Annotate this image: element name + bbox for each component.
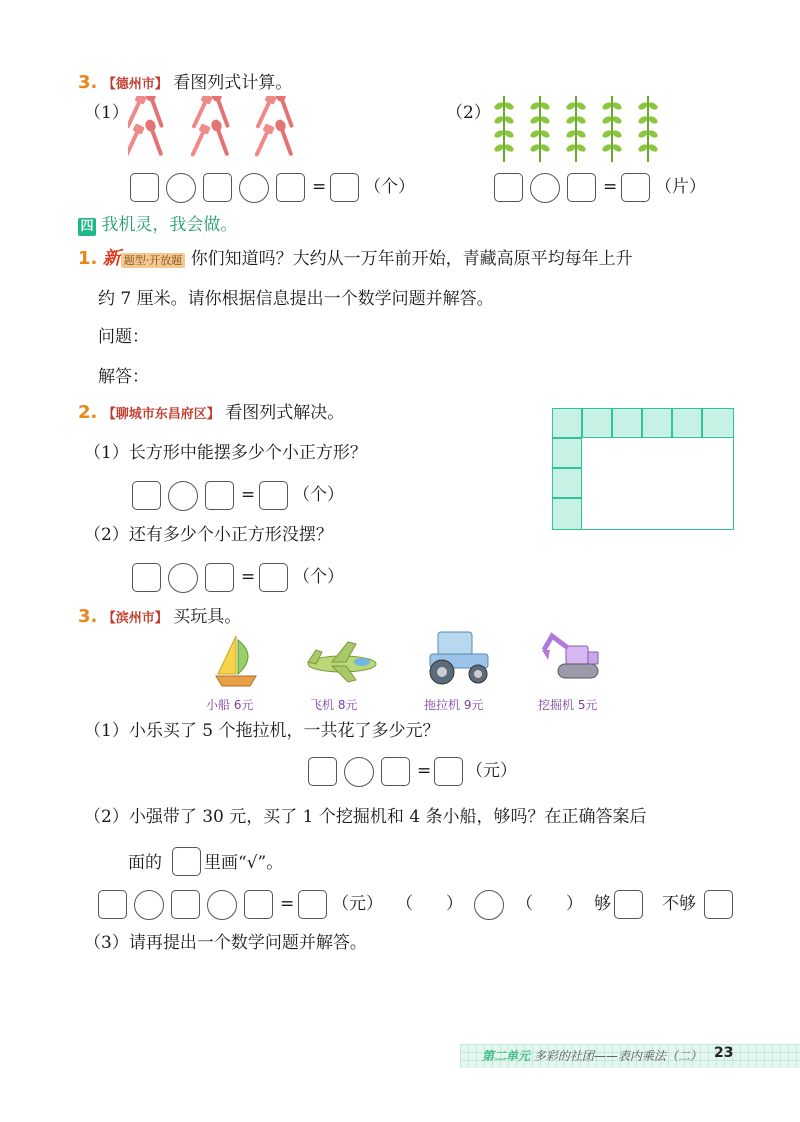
answer-box[interactable] bbox=[171, 890, 200, 919]
not-enough-check-box[interactable] bbox=[704, 890, 733, 919]
sailboat-icon bbox=[214, 634, 258, 690]
operator-circle[interactable] bbox=[530, 173, 560, 203]
result-box[interactable] bbox=[259, 563, 288, 592]
not-enough-label: 不够 bbox=[662, 894, 696, 914]
leaf-branches-picture bbox=[494, 94, 670, 166]
toy-label-plane: 飞机 8元 bbox=[310, 698, 358, 712]
answer-box[interactable] bbox=[205, 563, 234, 592]
q3-part2-line2a: 面的 bbox=[128, 853, 162, 873]
section4-badge: 四 bbox=[78, 218, 96, 236]
unit-label: （个） bbox=[364, 177, 415, 197]
answer-box[interactable] bbox=[494, 173, 523, 202]
new-badge bbox=[103, 248, 186, 272]
answer-box[interactable] bbox=[381, 757, 410, 786]
excavator-icon bbox=[540, 632, 610, 686]
unit-label: （元） bbox=[466, 761, 517, 781]
small-square bbox=[612, 408, 642, 438]
answer-box[interactable] bbox=[276, 173, 305, 202]
q3-top-tag: 【德州市】 bbox=[102, 77, 168, 92]
q2-part1: （1）长方形中能摆多少个小正方形？ bbox=[84, 443, 367, 463]
answer-box[interactable] bbox=[130, 173, 159, 202]
q3-part2-line1: （2）小强带了 30 元，买了 1 个挖掘机和 4 条小船，够吗？在正确答案后 bbox=[84, 807, 647, 827]
toy-label-boat: 小船 6元 bbox=[206, 698, 254, 712]
tractor-icon bbox=[420, 628, 496, 686]
answer-box[interactable] bbox=[132, 481, 161, 510]
operator-circle[interactable] bbox=[344, 757, 374, 787]
cutlery-group-3 bbox=[251, 96, 296, 158]
small-square bbox=[702, 408, 734, 438]
unit-label: （元） bbox=[332, 894, 383, 914]
q1-line2: 约 7 厘米。请你根据信息提出一个数学问题并解答。 bbox=[98, 289, 494, 309]
unit-label: （个） bbox=[293, 567, 344, 587]
q3-top-number: 3. bbox=[78, 72, 98, 93]
answer-box[interactable] bbox=[567, 173, 596, 202]
equals-sign: = bbox=[417, 761, 432, 781]
answer-box[interactable] bbox=[98, 890, 127, 919]
footer-unit: 第二单元 bbox=[482, 1049, 531, 1063]
operator-circle[interactable] bbox=[134, 890, 164, 920]
q1-text-1: 你们知道吗？大约从一万年前开始，青藏高原平均每年上升 bbox=[190, 249, 633, 269]
toy-label-excavator: 挖掘机 5元 bbox=[538, 698, 598, 712]
equals-sign: = bbox=[603, 177, 618, 197]
q3-part3: （3）请再提出一个数学问题并解答。 bbox=[84, 933, 367, 953]
equals-sign: = bbox=[241, 485, 256, 505]
unit-label: （片） bbox=[655, 177, 706, 197]
result-box[interactable] bbox=[259, 481, 288, 510]
small-square bbox=[582, 408, 612, 438]
enough-check-box[interactable] bbox=[614, 890, 643, 919]
equals-sign: = bbox=[241, 567, 256, 587]
compare-circle[interactable] bbox=[474, 890, 504, 920]
section4-header bbox=[78, 214, 237, 236]
q3-header bbox=[78, 606, 241, 630]
q3-part2-line2b: 里画“√”。 bbox=[204, 853, 284, 873]
q3-top-part1-label: （1） bbox=[84, 103, 129, 123]
small-square bbox=[552, 438, 582, 468]
section4-title: 我机灵，我会做。 bbox=[101, 215, 238, 235]
q2-text: 看图列式解决。 bbox=[225, 403, 345, 423]
cutlery-group-2 bbox=[187, 96, 232, 158]
q1-question-label: 问题： bbox=[98, 327, 149, 347]
small-square bbox=[552, 468, 582, 498]
unit-label: （个） bbox=[293, 485, 344, 505]
operator-circle[interactable] bbox=[168, 481, 198, 511]
paren-left: （ bbox=[396, 894, 413, 914]
airplane-icon bbox=[302, 638, 380, 686]
q2-part2: （2）还有多少个小正方形没摆？ bbox=[84, 525, 333, 545]
operator-circle[interactable] bbox=[207, 890, 237, 920]
cutlery-picture bbox=[128, 96, 308, 168]
q3-top-text: 看图列式计算。 bbox=[173, 73, 293, 93]
operator-circle[interactable] bbox=[166, 173, 196, 203]
q2-header bbox=[78, 402, 344, 426]
question-type-badge: 题型·开放题 bbox=[121, 253, 186, 268]
enough-label: 够 bbox=[594, 894, 611, 914]
new-badge-text: 新 bbox=[102, 248, 121, 269]
paren-right: ） bbox=[566, 894, 583, 914]
q3-number: 3. bbox=[78, 606, 98, 627]
answer-box[interactable] bbox=[308, 757, 337, 786]
result-box[interactable] bbox=[621, 173, 650, 202]
footer-text bbox=[482, 1047, 702, 1064]
page-number: 23 bbox=[714, 1045, 734, 1061]
result-box[interactable] bbox=[330, 173, 359, 202]
small-square bbox=[552, 498, 582, 530]
q3-top-header bbox=[78, 72, 292, 96]
footer-title: 多彩的社团——表内乘法（二） bbox=[533, 1049, 702, 1063]
toy-label-tractor: 拖拉机 9元 bbox=[424, 698, 484, 712]
q3-text: 买玩具。 bbox=[173, 607, 242, 627]
q2-number: 2. bbox=[78, 402, 98, 423]
paren-right: ） bbox=[446, 894, 463, 914]
q1-answer-label: 解答： bbox=[98, 367, 149, 387]
q1-line1 bbox=[78, 248, 633, 272]
q1-number: 1. bbox=[78, 248, 98, 269]
small-square bbox=[672, 408, 702, 438]
small-square bbox=[552, 408, 582, 438]
equals-sign: = bbox=[280, 894, 295, 914]
answer-box[interactable] bbox=[205, 481, 234, 510]
operator-circle[interactable] bbox=[168, 563, 198, 593]
result-box[interactable] bbox=[434, 757, 463, 786]
q3-top-part2-label: （2） bbox=[446, 103, 491, 123]
q2-tag: 【聊城市东昌府区】 bbox=[102, 407, 220, 422]
q3-tag: 【滨州市】 bbox=[102, 611, 168, 626]
example-box bbox=[172, 847, 201, 876]
answer-box[interactable] bbox=[244, 890, 273, 919]
cutlery-group-1 bbox=[128, 96, 167, 158]
paren-left: （ bbox=[516, 894, 533, 914]
small-square bbox=[642, 408, 672, 438]
operator-circle[interactable] bbox=[239, 173, 269, 203]
result-box[interactable] bbox=[298, 890, 327, 919]
equals-sign: = bbox=[312, 177, 327, 197]
answer-box[interactable] bbox=[203, 173, 232, 202]
q3-part1: （1）小乐买了 5 个拖拉机，一共花了多少元？ bbox=[84, 721, 440, 741]
answer-box[interactable] bbox=[132, 563, 161, 592]
